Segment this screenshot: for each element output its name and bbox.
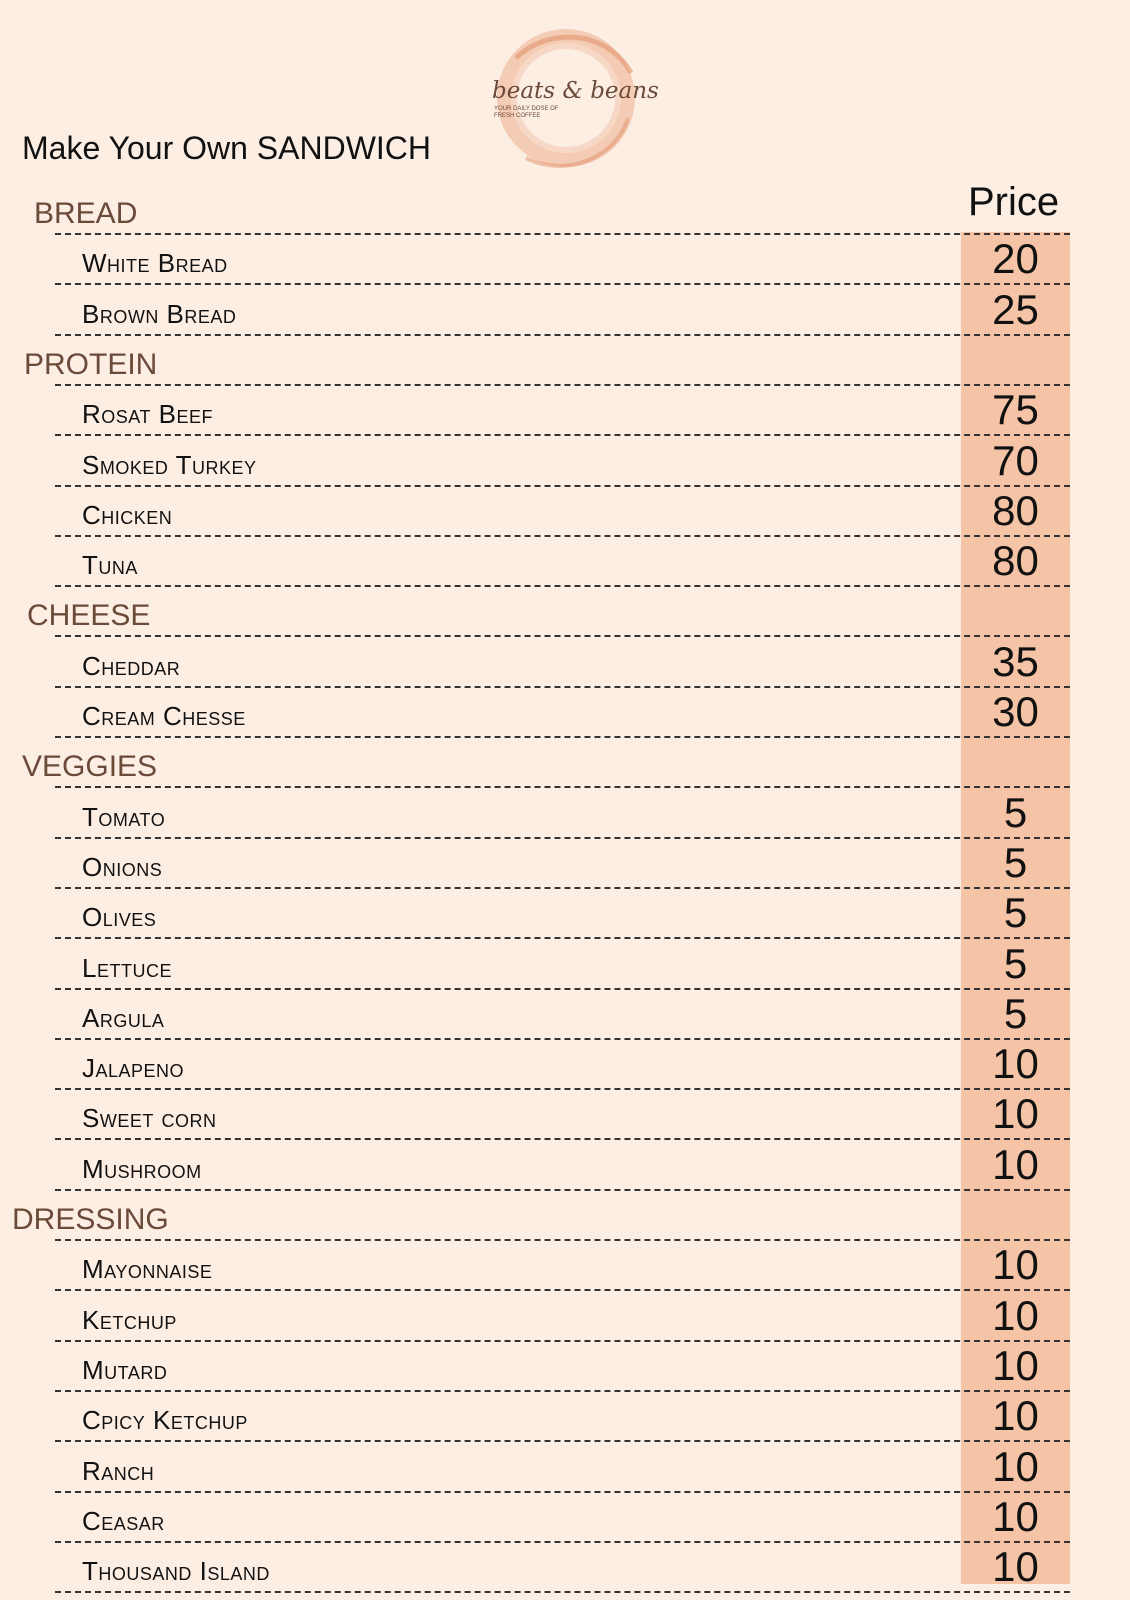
- menu-item-row: [0, 990, 1130, 1040]
- menu-item-row: [0, 1342, 1130, 1392]
- item-price: 5: [1003, 889, 1028, 937]
- item-price: 10: [992, 1291, 1039, 1339]
- item-name: Olives: [82, 902, 157, 933]
- category-label: VEGGIES: [22, 750, 158, 784]
- item-name: Chicken: [82, 499, 173, 530]
- item-name: Lettuce: [82, 952, 172, 983]
- item-name: Cpicy Ketchup: [82, 1405, 248, 1436]
- logo-tagline: YOUR DAILY DOSE OF FRESH COFFEE: [494, 106, 559, 119]
- item-name: White Bread: [82, 248, 228, 279]
- dashed-divider: [55, 1591, 1070, 1593]
- menu-item-row: [0, 940, 1130, 990]
- item-name: Ketchup: [82, 1304, 177, 1335]
- menu-item-row: [0, 537, 1130, 587]
- item-price: 35: [992, 637, 1039, 685]
- item-name: Sweet corn: [82, 1103, 217, 1134]
- item-name: Onions: [82, 851, 163, 882]
- menu-item-row: [0, 638, 1130, 688]
- menu-item-row: [0, 688, 1130, 738]
- item-name: Argula: [82, 1002, 165, 1033]
- item-price: 10: [992, 1140, 1039, 1188]
- item-name: Mushroom: [82, 1153, 202, 1184]
- item-price: 10: [992, 1090, 1039, 1138]
- item-name: Tuna: [82, 550, 138, 581]
- menu-item-row: [0, 286, 1130, 336]
- menu-item-row: [0, 1141, 1130, 1191]
- menu-item-row: [0, 235, 1130, 285]
- item-name: Tomato: [82, 801, 166, 832]
- item-price: 10: [992, 1392, 1039, 1440]
- item-price: 5: [1003, 788, 1028, 836]
- menu-item-row: [0, 1443, 1130, 1493]
- item-price: 25: [992, 285, 1039, 333]
- item-name: Jalapeno: [82, 1053, 185, 1084]
- category-row: [0, 1191, 1130, 1241]
- menu-item-row: [0, 839, 1130, 889]
- item-name: Mayonnaise: [82, 1254, 213, 1285]
- item-name: Ceasar: [82, 1505, 165, 1536]
- item-price: 10: [992, 1492, 1039, 1540]
- item-price: 10: [992, 1442, 1039, 1490]
- menu-item-row: [0, 1241, 1130, 1291]
- category-label: BREAD: [34, 197, 138, 230]
- item-name: Mutard: [82, 1354, 168, 1385]
- logo-name: beats & beans: [492, 78, 659, 104]
- menu-item-row: [0, 386, 1130, 436]
- category-row: [0, 738, 1130, 788]
- category-row: [0, 587, 1130, 637]
- menu-title: Make Your Own SANDWICH: [22, 130, 432, 166]
- item-price: 10: [992, 1040, 1039, 1088]
- menu-item-row: [0, 789, 1130, 839]
- category-row: [0, 185, 1130, 235]
- item-price: 70: [992, 436, 1039, 484]
- category-label: PROTEIN: [24, 347, 158, 381]
- menu-item-row: [0, 1543, 1130, 1593]
- menu-item-row: [0, 889, 1130, 939]
- item-name: Thousand Island: [82, 1556, 270, 1587]
- menu-item-row: [0, 487, 1130, 537]
- logo: [486, 18, 659, 178]
- menu-item-row: [0, 1392, 1130, 1442]
- item-name: Cheddar: [82, 650, 181, 681]
- item-price: 80: [992, 486, 1039, 534]
- item-price: 80: [992, 537, 1039, 585]
- menu-item-row: [0, 1040, 1130, 1090]
- item-price: 10: [992, 1241, 1039, 1289]
- category-row: [0, 336, 1130, 386]
- item-price: 75: [992, 386, 1039, 434]
- price-header: Price: [968, 180, 1060, 224]
- menu-item-row: [0, 1493, 1130, 1543]
- item-price: 30: [992, 688, 1039, 735]
- item-name: Smoked Turkey: [82, 449, 257, 480]
- item-price: 10: [992, 1543, 1039, 1591]
- item-price: 5: [1003, 939, 1028, 987]
- item-price: 5: [1003, 989, 1028, 1037]
- item-name: Rosat Beef: [82, 399, 214, 430]
- item-price: 5: [1003, 838, 1028, 886]
- menu-item-row: [0, 437, 1130, 487]
- item-name: Brown Bread: [82, 298, 237, 329]
- category-label: DRESSING: [12, 1203, 169, 1236]
- item-name: Ranch: [82, 1455, 155, 1486]
- menu-item-row: [0, 1090, 1130, 1140]
- category-label: CHEESE: [27, 599, 151, 633]
- menu-item-row: [0, 1292, 1130, 1342]
- item-price: 10: [992, 1341, 1039, 1389]
- item-price: 20: [992, 235, 1039, 283]
- item-name: Cream Chesse: [82, 701, 246, 731]
